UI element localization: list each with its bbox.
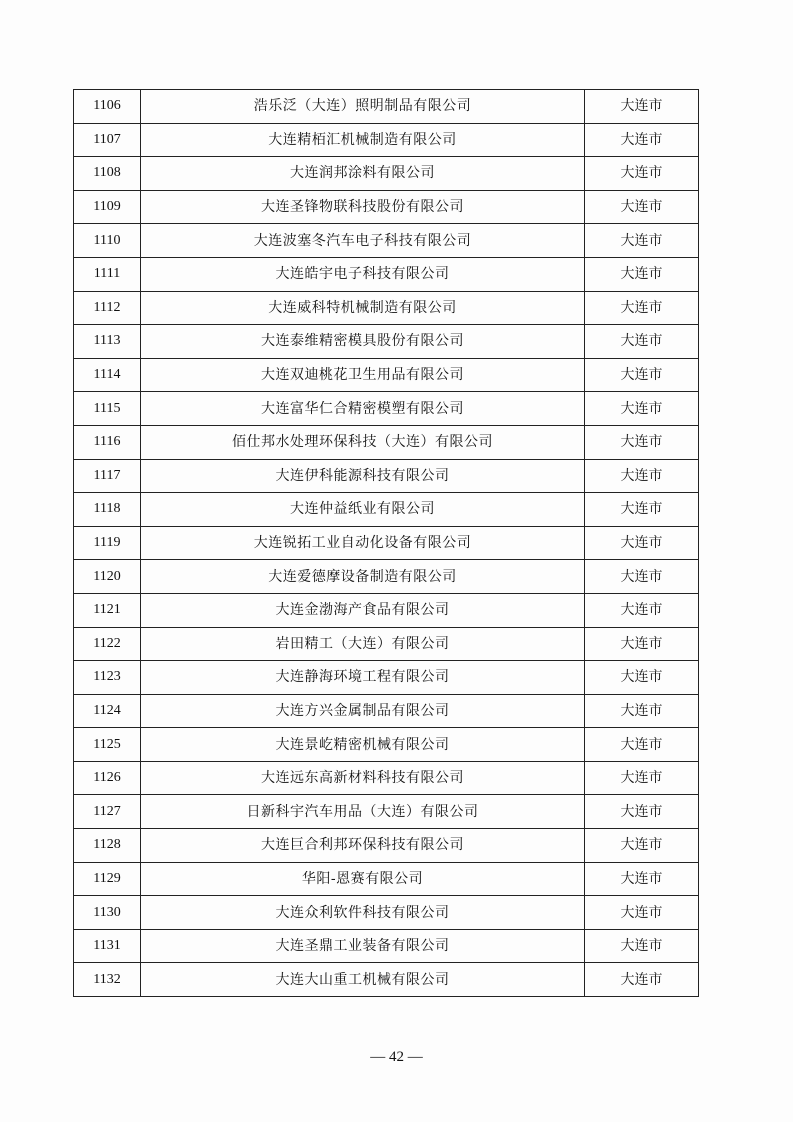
company-name-cell: 大连景屹精密机械有限公司 bbox=[141, 728, 585, 762]
company-name-cell: 大连仲益纸业有限公司 bbox=[141, 493, 585, 527]
table-row bbox=[74, 795, 699, 829]
table-row bbox=[74, 896, 699, 930]
city-cell: 大连市 bbox=[585, 325, 699, 359]
city-cell: 大连市 bbox=[585, 257, 699, 291]
company-name-cell: 大连巨合利邦环保科技有限公司 bbox=[141, 829, 585, 863]
table-row bbox=[74, 829, 699, 863]
company-name-cell: 大连方兴金属制品有限公司 bbox=[141, 694, 585, 728]
table-row bbox=[74, 593, 699, 627]
company-name-cell: 华阳-恩赛有限公司 bbox=[141, 862, 585, 896]
table-row bbox=[74, 190, 699, 224]
table-row bbox=[74, 459, 699, 493]
city-cell: 大连市 bbox=[585, 929, 699, 963]
city-cell: 大连市 bbox=[585, 459, 699, 493]
table-row bbox=[74, 963, 699, 997]
company-name-cell: 大连众利软件科技有限公司 bbox=[141, 896, 585, 930]
company-name-cell: 大连润邦涂料有限公司 bbox=[141, 157, 585, 191]
table-row bbox=[74, 728, 699, 762]
city-cell: 大连市 bbox=[585, 157, 699, 191]
city-cell: 大连市 bbox=[585, 896, 699, 930]
company-name-cell: 大连波塞冬汽车电子科技有限公司 bbox=[141, 224, 585, 258]
row-number-cell: 1117 bbox=[74, 459, 141, 493]
table-row bbox=[74, 325, 699, 359]
table-row bbox=[74, 627, 699, 661]
row-number-cell: 1118 bbox=[74, 493, 141, 527]
company-name-cell: 大连伊科能源科技有限公司 bbox=[141, 459, 585, 493]
company-name-cell: 浩乐泛（大连）照明制品有限公司 bbox=[141, 90, 585, 124]
company-name-cell: 大连富华仁合精密模塑有限公司 bbox=[141, 392, 585, 426]
company-name-cell: 大连静海环境工程有限公司 bbox=[141, 661, 585, 695]
city-cell: 大连市 bbox=[585, 392, 699, 426]
row-number-cell: 1108 bbox=[74, 157, 141, 191]
row-number-cell: 1126 bbox=[74, 761, 141, 795]
table-row bbox=[74, 560, 699, 594]
table-row bbox=[74, 224, 699, 258]
city-cell: 大连市 bbox=[585, 560, 699, 594]
row-number-cell: 1125 bbox=[74, 728, 141, 762]
table-row bbox=[74, 862, 699, 896]
city-cell: 大连市 bbox=[585, 963, 699, 997]
company-name-cell: 大连圣鼎工业装备有限公司 bbox=[141, 929, 585, 963]
table-row bbox=[74, 123, 699, 157]
company-name-cell: 大连泰维精密模具股份有限公司 bbox=[141, 325, 585, 359]
table-row bbox=[74, 358, 699, 392]
city-cell: 大连市 bbox=[585, 493, 699, 527]
table-row bbox=[74, 694, 699, 728]
city-cell: 大连市 bbox=[585, 862, 699, 896]
company-name-cell: 大连圣锋物联科技股份有限公司 bbox=[141, 190, 585, 224]
company-name-cell: 大连金渤海产食品有限公司 bbox=[141, 593, 585, 627]
row-number-cell: 1127 bbox=[74, 795, 141, 829]
row-number-cell: 1129 bbox=[74, 862, 141, 896]
city-cell: 大连市 bbox=[585, 90, 699, 124]
company-name-cell: 大连大山重工机械有限公司 bbox=[141, 963, 585, 997]
table-row bbox=[74, 929, 699, 963]
row-number-cell: 1116 bbox=[74, 425, 141, 459]
table-row bbox=[74, 661, 699, 695]
company-name-cell: 大连精栢汇机械制造有限公司 bbox=[141, 123, 585, 157]
company-name-cell: 大连锐拓工业自动化设备有限公司 bbox=[141, 526, 585, 560]
city-cell: 大连市 bbox=[585, 123, 699, 157]
row-number-cell: 1128 bbox=[74, 829, 141, 863]
table-row bbox=[74, 526, 699, 560]
row-number-cell: 1131 bbox=[74, 929, 141, 963]
city-cell: 大连市 bbox=[585, 829, 699, 863]
company-name-cell: 大连威科特机械制造有限公司 bbox=[141, 291, 585, 325]
city-cell: 大连市 bbox=[585, 795, 699, 829]
row-number-cell: 1115 bbox=[74, 392, 141, 426]
row-number-cell: 1124 bbox=[74, 694, 141, 728]
row-number-cell: 1121 bbox=[74, 593, 141, 627]
table-row bbox=[74, 761, 699, 795]
row-number-cell: 1122 bbox=[74, 627, 141, 661]
city-cell: 大连市 bbox=[585, 627, 699, 661]
city-cell: 大连市 bbox=[585, 358, 699, 392]
row-number-cell: 1114 bbox=[74, 358, 141, 392]
table-row bbox=[74, 157, 699, 191]
row-number-cell: 1123 bbox=[74, 661, 141, 695]
table-row bbox=[74, 257, 699, 291]
row-number-cell: 1111 bbox=[74, 257, 141, 291]
company-name-cell: 大连皓宇电子科技有限公司 bbox=[141, 257, 585, 291]
city-cell: 大连市 bbox=[585, 661, 699, 695]
city-cell: 大连市 bbox=[585, 291, 699, 325]
row-number-cell: 1120 bbox=[74, 560, 141, 594]
company-name-cell: 大连爱德摩设备制造有限公司 bbox=[141, 560, 585, 594]
row-number-cell: 1107 bbox=[74, 123, 141, 157]
city-cell: 大连市 bbox=[585, 526, 699, 560]
company-name-cell: 大连双迪桃花卫生用品有限公司 bbox=[141, 358, 585, 392]
table-row bbox=[74, 493, 699, 527]
company-name-cell: 佰仕邦水处理环保科技（大连）有限公司 bbox=[141, 425, 585, 459]
row-number-cell: 1119 bbox=[74, 526, 141, 560]
company-name-cell: 岩田精工（大连）有限公司 bbox=[141, 627, 585, 661]
row-number-cell: 1112 bbox=[74, 291, 141, 325]
city-cell: 大连市 bbox=[585, 190, 699, 224]
city-cell: 大连市 bbox=[585, 224, 699, 258]
table-row bbox=[74, 392, 699, 426]
row-number-cell: 1130 bbox=[74, 896, 141, 930]
page-number: — 42 — bbox=[370, 1049, 423, 1065]
company-list-table bbox=[73, 89, 699, 997]
row-number-cell: 1109 bbox=[74, 190, 141, 224]
table-row bbox=[74, 425, 699, 459]
table-row bbox=[74, 291, 699, 325]
table-body bbox=[74, 90, 699, 997]
city-cell: 大连市 bbox=[585, 728, 699, 762]
company-name-cell: 日新科宇汽车用品（大连）有限公司 bbox=[141, 795, 585, 829]
row-number-cell: 1113 bbox=[74, 325, 141, 359]
company-name-cell: 大连远东高新材料科技有限公司 bbox=[141, 761, 585, 795]
row-number-cell: 1106 bbox=[74, 90, 141, 124]
city-cell: 大连市 bbox=[585, 694, 699, 728]
city-cell: 大连市 bbox=[585, 593, 699, 627]
table-row bbox=[74, 90, 699, 124]
city-cell: 大连市 bbox=[585, 761, 699, 795]
row-number-cell: 1132 bbox=[74, 963, 141, 997]
city-cell: 大连市 bbox=[585, 425, 699, 459]
row-number-cell: 1110 bbox=[74, 224, 141, 258]
